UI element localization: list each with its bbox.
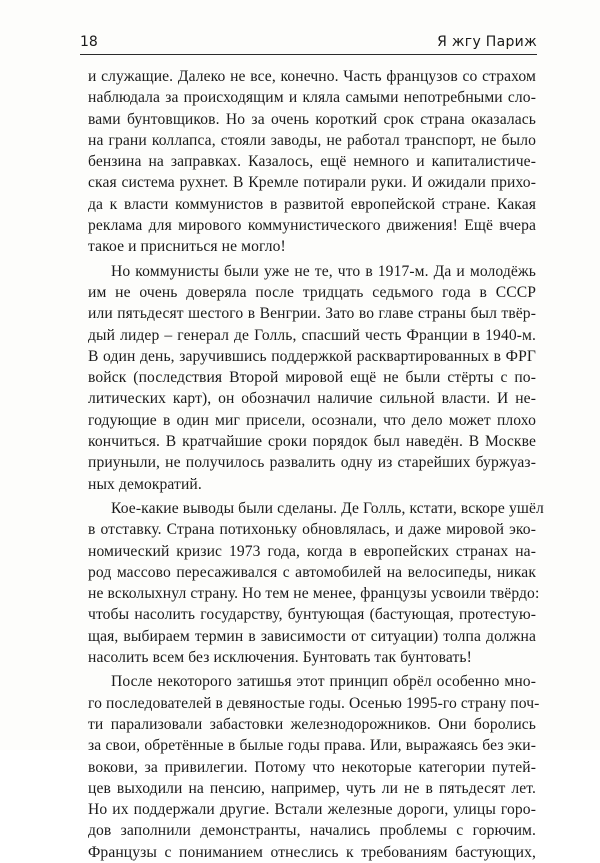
- text-line: приуныли, не получилось развалить одну из старейших буржуаз-: [88, 454, 536, 472]
- text-line: такое и присниться не могло!: [88, 238, 286, 256]
- text-line: не всколыхнул страну. Но тем не менее, французы усвоили твёрдо:: [88, 585, 540, 603]
- text-line: В один день, заручившись поддержкой расквартированных в ФРГ: [88, 347, 536, 365]
- text-line: ных демократий.: [88, 475, 202, 493]
- text-line: ская система рухнет. В Кремле потирали руки. И ожидали прихо-: [88, 174, 536, 192]
- text-line: вами бунтовщиков. Но за очень короткий срок страна оказалась: [88, 110, 536, 128]
- text-line: да к власти коммунистов в развитой европейской стране. Какая: [88, 195, 536, 213]
- text-line: номический кризис 1973 года, когда в европейских странах на-: [88, 542, 536, 560]
- text-line: в отставку. Страна потихоньку обновлялась, и даже мировой эко-: [88, 521, 536, 539]
- paragraph-3: [88, 498, 544, 668]
- text-line: годующие в один миг присели, осознали, что дело может плохо: [88, 411, 536, 429]
- text-line: или пятьдесят шестого в Венгрии. Зато во главе страны был твёр-: [88, 305, 536, 323]
- text-line: цев выходили на пенсию, например, чуть ли не в пятьдесят лет.: [88, 779, 536, 797]
- text-line: ти парализовали забастовки железнодорожников. Они боролись: [88, 715, 536, 733]
- page-header: [80, 30, 537, 55]
- text-line: го последователей в девяностые годы. Осенью 1995-го страну поч-: [88, 694, 540, 712]
- text-line: бензина на заправках. Казалось, ещё немного и капиталистиче-: [88, 153, 536, 171]
- text-line: реклама для мирового коммунистического движения! Ещё вчера: [88, 217, 536, 235]
- text-line: за свои, обретённые в былые годы права. Или, выражаясь без эки-: [88, 737, 536, 755]
- paragraph-1: [88, 66, 536, 258]
- text-line: Кое-какие выводы были сделаны. Де Голль, кстати, вскоре ушёл: [111, 499, 544, 517]
- paragraph-4: [88, 671, 540, 863]
- text-line: Французы с пониманием отнеслись к требованиям бастующих,: [88, 843, 536, 861]
- paragraph-2: [88, 261, 536, 495]
- text-line: дов заполнили демонстранты, начались проблемы с горючим.: [88, 822, 536, 840]
- text-line: вокови, за привилегии. Потому что некоторые категории путей-: [88, 758, 536, 776]
- text-line: После некоторого затишья этот принцип обрёл особенно мно-: [111, 673, 536, 691]
- text-line: чтобы насолить государству, бунтующая (бастующая, протестую-: [88, 606, 536, 624]
- text-line: наблюдала за происходящим и кляла самыми непотребными сло-: [88, 89, 536, 107]
- page-number: 18: [80, 34, 98, 50]
- text-line: Но коммунисты были уже не те, что в 1917-м. Да и молодёжь: [111, 262, 536, 280]
- text-line: им не очень доверяла после тридцать седьмого года в СССР: [88, 283, 536, 301]
- text-line: на грани коллапса, стояли заводы, не работал транспорт, не было: [88, 131, 536, 149]
- text-line: литических карт), он обозначил наличие сильной власти. И не-: [88, 390, 536, 408]
- body-text: [88, 66, 544, 863]
- text-line: кончиться. В кратчайшие сроки порядок был наведён. В Москве: [88, 433, 536, 451]
- running-title: Я жгу Париж: [437, 34, 537, 50]
- text-line: дый лидер – генерал де Голль, спасший честь Франции в 1940-м.: [88, 326, 536, 344]
- text-line: войск (последствия Второй мировой ещё не были стёрты с по-: [88, 369, 536, 387]
- text-line: щая, выбираем термин в зависимости от ситуации) толпа должна: [88, 627, 536, 645]
- text-line: Но их поддержали другие. Встали железные дороги, улицы горо-: [88, 801, 536, 819]
- text-line: насолить всем без исключения. Бунтовать так бунтовать!: [88, 649, 472, 667]
- text-line: род массово пересаживался с автомобилей на велосипеды, никак: [88, 563, 536, 581]
- text-line: и служащие. Далеко не все, конечно. Часть французов со страхом: [88, 68, 536, 85]
